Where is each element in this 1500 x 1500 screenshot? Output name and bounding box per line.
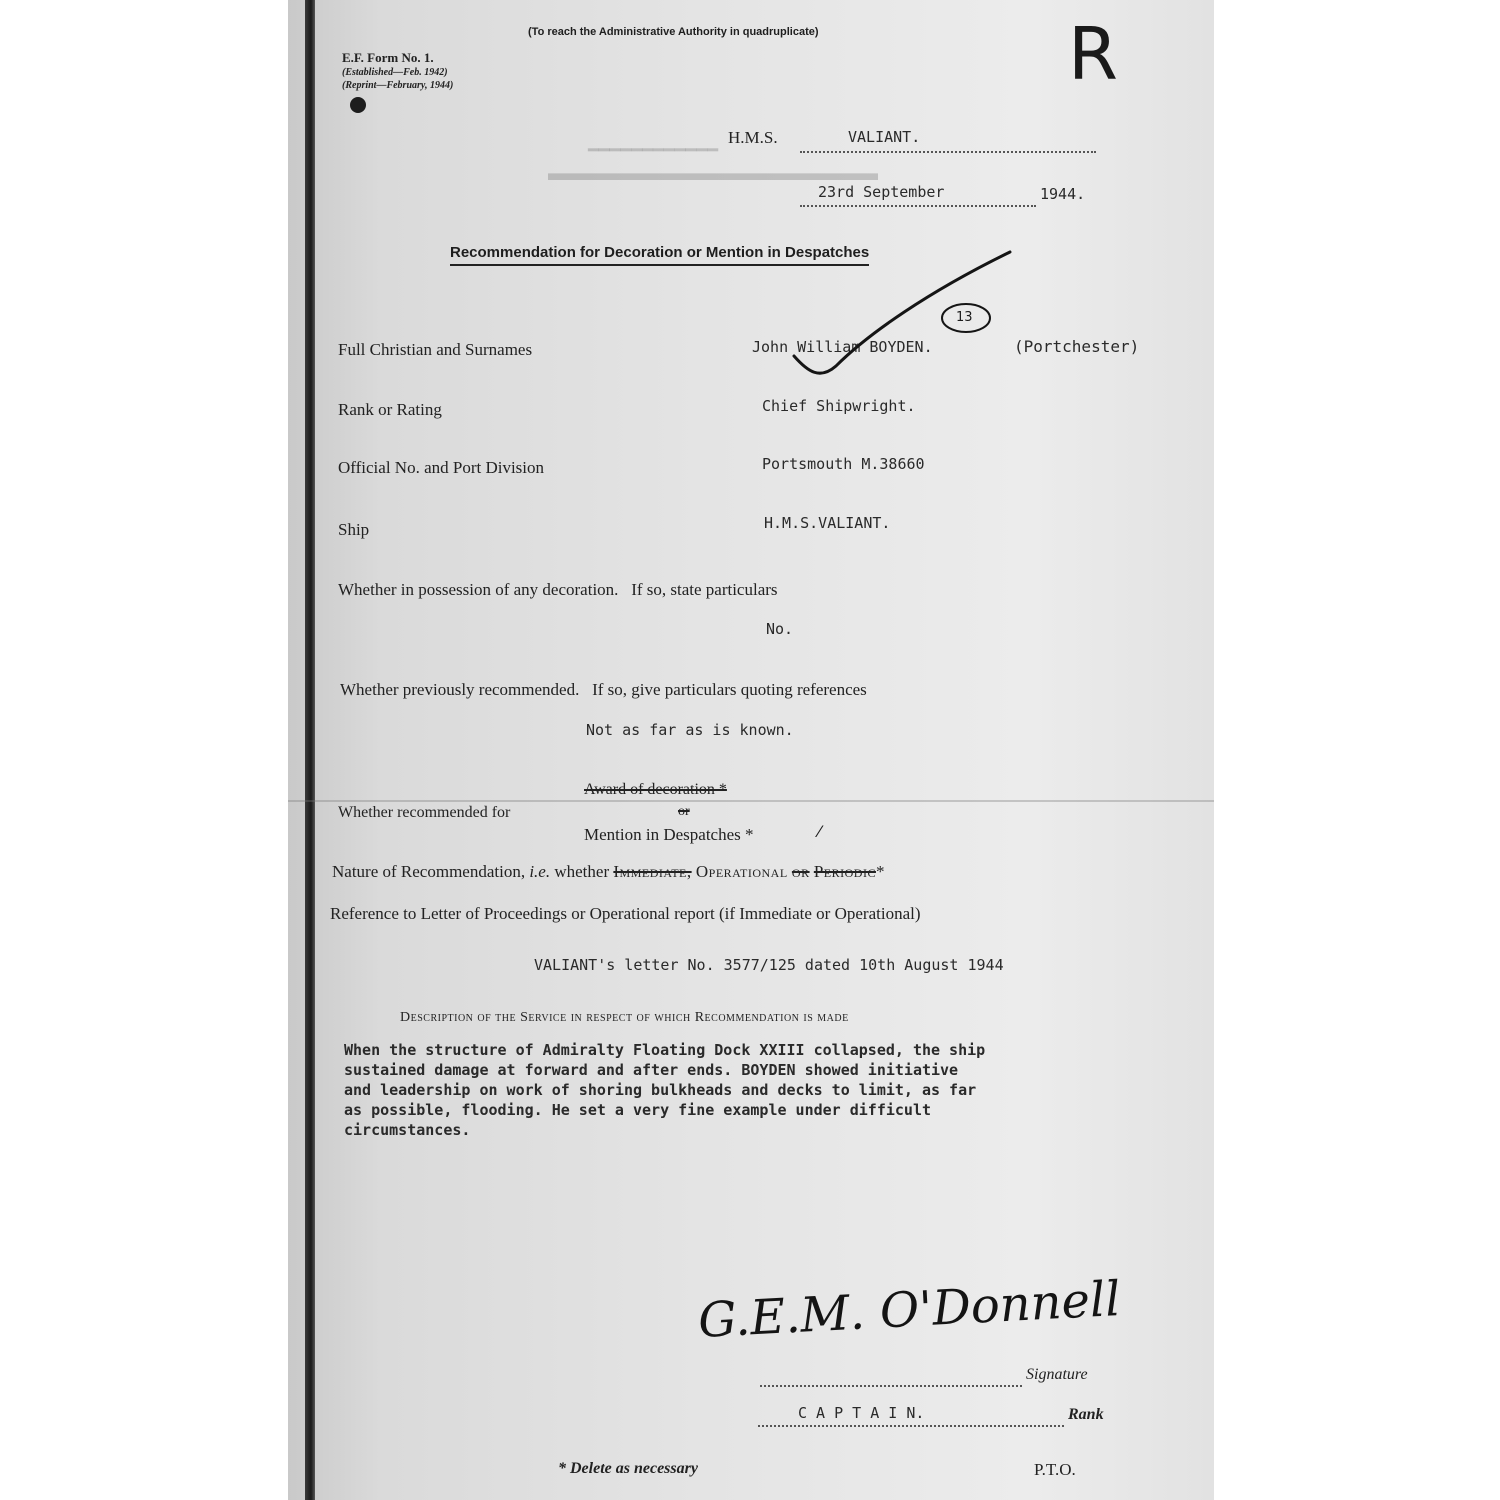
delete-note: * Delete as necessary	[558, 1460, 698, 1477]
hms-value: VALIANT.	[848, 128, 921, 146]
form-established: (Established—Feb. 1942)	[342, 67, 448, 78]
rank-value: Chief Shipwright.	[762, 397, 916, 415]
form-reprint: (Reprint—February, 1944)	[342, 80, 454, 91]
ship-value: H.M.S.VALIANT.	[764, 514, 891, 532]
description-line: circumstances.	[344, 1121, 471, 1139]
pto-note: P.T.O.	[1034, 1460, 1076, 1479]
mention-option: Mention in Despatches *	[584, 825, 754, 844]
or-text: or	[678, 804, 690, 819]
signature-label: Signature	[1026, 1366, 1088, 1383]
ghost-bleed: ▬▬▬▬▬▬▬▬▬▬▬▬▬▬▬	[548, 160, 878, 185]
decoration-value: No.	[766, 620, 794, 638]
number-circle	[942, 304, 990, 332]
description-line: When the structure of Admiralty Floating Dock XXIII collapsed, the ship	[344, 1041, 986, 1059]
check-stroke	[794, 252, 1010, 373]
name-value: John William BOYDEN.	[752, 338, 933, 356]
form-number: E.F. Form No. 1.	[342, 50, 434, 65]
description-line: sustained damage at forward and after ends. BOYDEN showed initiative	[344, 1061, 959, 1079]
date-year: 1944.	[1040, 185, 1086, 203]
document-sheet	[288, 0, 1214, 1500]
nature-or: or	[791, 862, 810, 881]
rank-label: Rank or Rating	[338, 400, 442, 419]
nature-star: *	[875, 862, 885, 881]
routing-note: (To reach the Administrative Authority in quadruplicate)	[528, 26, 819, 38]
captain-signature: G.E.M. O'Donnell	[696, 1270, 1122, 1350]
nature-periodic: Periodic	[813, 862, 876, 881]
rank-field-label: Rank	[1068, 1406, 1104, 1423]
previous-label-b: If so, give particulars quoting references	[592, 680, 867, 699]
nature-whether: whether	[554, 862, 610, 881]
reference-label: Reference to Letter of Proceedings or Operational report (if Immediate or Operational)	[330, 904, 921, 923]
margin-number: 13	[956, 310, 973, 325]
hand-marks	[288, 0, 1214, 1500]
award-option: Award of decoration *	[584, 781, 727, 798]
date-day-month: 23rd September	[818, 183, 945, 201]
ship-label: Ship	[338, 520, 370, 539]
official-value: Portsmouth M.38660	[762, 455, 925, 473]
decoration-label-a: Whether in possession of any decoration.	[338, 580, 619, 599]
description-line: as possible, flooding. He set a very fine example under difficult	[344, 1101, 931, 1119]
name-label: Full Christian and Surnames	[338, 340, 533, 359]
reference-value: VALIANT's letter No. 3577/125 dated 10th August 1944	[534, 956, 1004, 974]
decoration-label-b: If so, state particulars	[631, 580, 778, 599]
tick-mark: ⁄	[818, 822, 821, 841]
description-heading: Description of the Service in respect of which Recommendation is made	[400, 1010, 849, 1025]
captain-rank: C A P T A I N.	[798, 1404, 925, 1422]
nature-label: Nature of Recommendation,	[332, 862, 526, 881]
name-note: (Portchester)	[1014, 337, 1140, 356]
previous-label-a: Whether previously recommended.	[340, 680, 580, 699]
form-title: Recommendation for Decoration or Mention in Despatches	[450, 244, 869, 266]
previous-value: Not as far as is known.	[586, 721, 794, 739]
official-label: Official No. and Port Division	[338, 458, 545, 477]
nature-operational: Operational	[695, 862, 788, 881]
nature-ie: i.e.	[529, 862, 551, 881]
ghost-bleed: ━━━━━━━━━━━━	[588, 140, 719, 160]
hms-label: H.M.S.	[728, 128, 778, 147]
corner-mark: R	[1068, 12, 1119, 96]
nature-immediate: Immediate,	[613, 862, 692, 881]
recommended-for-label: Whether recommended for	[338, 804, 511, 821]
description-line: and leadership on work of shoring bulkheads and decks to limit, as far	[344, 1081, 977, 1099]
